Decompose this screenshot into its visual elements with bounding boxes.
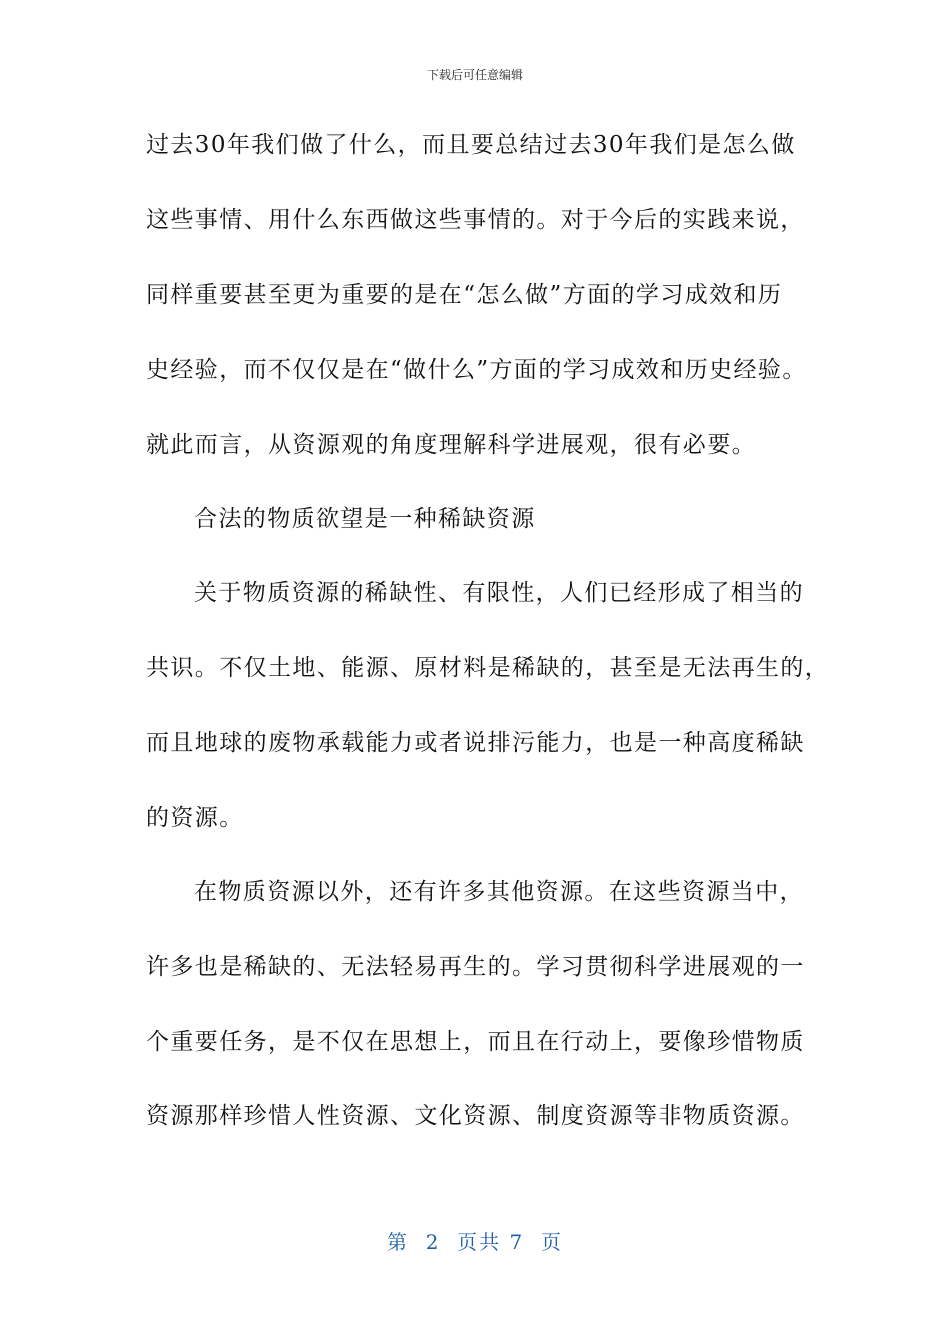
- text-line: 在物质资源以外，还有许多其他资源。在这些资源当中，: [194, 879, 804, 905]
- text-line: 许多也是稀缺的、无法轻易再生的。学习贯彻科学进展观的一: [146, 954, 805, 980]
- text-line: 资源那样珍惜人性资源、文化资源、制度资源等非物质资源。: [146, 1103, 805, 1129]
- text-line: 同样重要甚至更为重要的是在“怎么做”方面的学习成效和历: [146, 282, 783, 308]
- text-line: 的资源。: [146, 805, 244, 831]
- text-line: 过去30年我们做了什么，而且要总结过去30年我们是怎么做: [146, 132, 796, 158]
- text-line: 共识。不仅土地、能源、原材料是稀缺的，甚至是无法再生的，: [146, 655, 830, 681]
- text-line: 而且地球的废物承载能力或者说排污能力，也是一种高度稀缺: [146, 730, 805, 756]
- text-line: 个重要任务，是不仅在思想上，而且在行动上，要像珍惜物质: [146, 1029, 805, 1055]
- text-line: 关于物质资源的稀缺性、有限性，人们已经形成了相当的: [194, 580, 804, 606]
- section-heading: 合法的物质欲望是一种稀缺资源: [194, 506, 536, 532]
- page-number: 第 2 页共 7 页: [387, 1230, 563, 1254]
- page-header-note: 下载后可任意编辑: [426, 68, 523, 82]
- text-line: 史经验，而不仅仅是在“做什么”方面的学习成效和历史经验。: [146, 357, 807, 383]
- text-line: 这些事情、用什么东西做这些事情的。对于今后的实践来说，: [146, 207, 805, 233]
- text-line: 就此而言，从资源观的角度理解科学进展观，很有必要。: [146, 432, 756, 458]
